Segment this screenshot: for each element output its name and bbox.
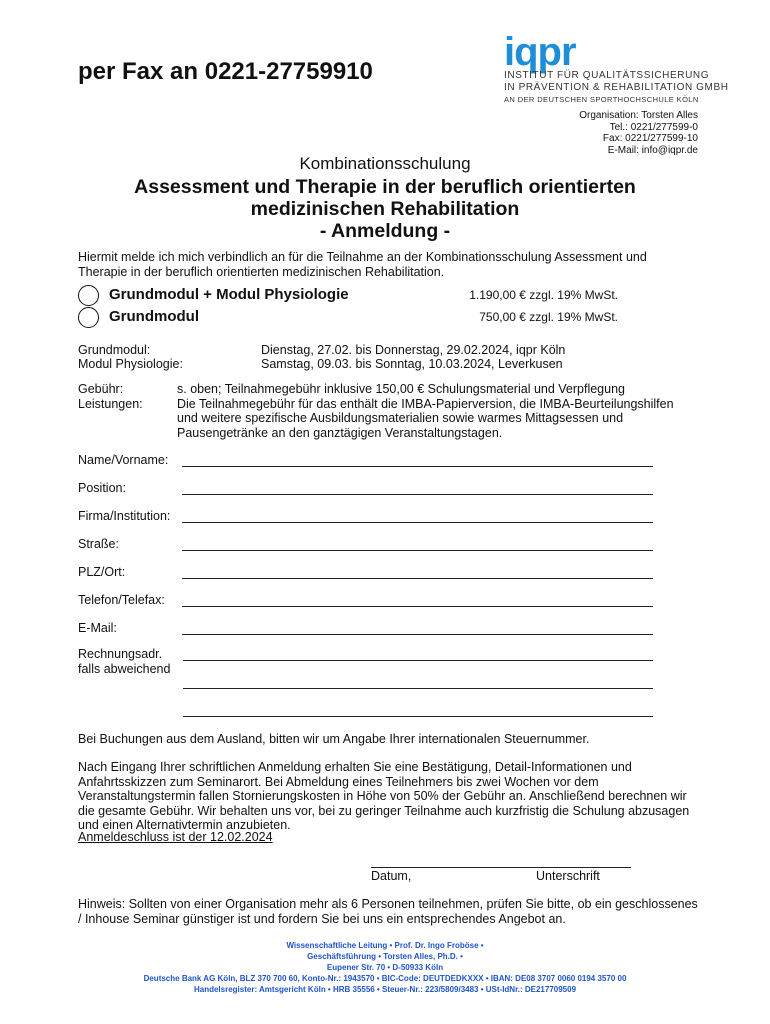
footer-line-2: Geschäftsführung • Torsten Alles, Ph.D. • <box>307 952 463 961</box>
footer-line-1: Wissenschaftliche Leitung • Prof. Dr. Ingo Froböse • <box>286 941 484 950</box>
field-position[interactable] <box>78 481 653 497</box>
course-type: Kombinationsschulung <box>299 154 471 173</box>
org-name: Organisation: Torsten Alles <box>579 110 698 121</box>
field-billing-address <box>78 647 698 677</box>
field-name[interactable] <box>78 453 653 469</box>
intro-text: Hiermit melde ich mich verbindlich an für die Teilnahme an der Kombinationsschulung Assessment und Therapie in der beruflich orientierten medizinischen Rehabilitation. <box>78 250 647 279</box>
fax-number-heading: per Fax an 0221-27759910 <box>78 58 373 85</box>
option-grundmodul[interactable] <box>78 307 618 329</box>
field-label: Firma/Institution: <box>78 509 171 523</box>
fee-text-3: und weitere spezifische Ausbildungsmaterialien sowie warmes Mittagsessen und <box>177 411 624 425</box>
billing-line-1[interactable] <box>183 659 653 661</box>
title-line-3: - Anmeldung - <box>319 220 451 242</box>
billing-label-2: falls abweichend <box>78 661 171 676</box>
option-grundmodul-physiologie[interactable] <box>78 285 618 307</box>
field-label: Straße: <box>78 537 119 551</box>
organisation-contact <box>579 110 698 156</box>
org-phone: Tel.: 0221/277599-0 <box>609 121 698 133</box>
option-label: Grundmodul <box>109 308 199 325</box>
field-label: PLZ/Ort: <box>78 565 126 579</box>
title-line-1: Assessment und Therapie in der beruflich orientierten <box>134 176 636 198</box>
billing-line-2[interactable] <box>183 687 653 689</box>
iqpr-logo <box>502 30 729 104</box>
signature-label: Unterschrift <box>536 869 600 883</box>
signature-line[interactable] <box>371 866 631 868</box>
hint-text: Hinweis: Sollten von einer Organisation mehr als 6 Personen teilnehmen, prüfen Sie bitte, ob ein geschlossenes / Inhouse Seminar günstiger ist und fordern Sie bei uns ein entsprechendes Angebot an. <box>78 897 698 926</box>
field-company[interactable] <box>78 509 653 525</box>
field-label: Position: <box>78 481 126 495</box>
logo-line-3: AN DER DEUTSCHEN SPORTHOCHSCHULE KÖLN <box>504 95 699 104</box>
footer-line-4: Deutsche Bank AG Köln, BLZ 370 700 60, Konto-Nr.: 1943570 • BIC-Code: DEUTDEDKXXX • IBAN: DE08 3707 0060 0194 3570 00 <box>143 974 627 983</box>
fees-section <box>78 382 698 442</box>
date-key: Modul Physiologie: <box>78 357 183 371</box>
field-email[interactable] <box>78 621 653 637</box>
logo-line-2: IN PRÄVENTION & REHABILITATION GMBH <box>504 82 729 93</box>
logo-wordmark: iqpr <box>504 30 576 74</box>
fee-text-2: Die Teilnahmegebühr für das enthält die IMBA-Papierversion, die IMBA-Beurteilungshilfen <box>177 396 674 411</box>
field-label: E-Mail: <box>78 621 117 635</box>
footer-line-3: Eupener Str. 70 • D-50933 Köln <box>326 963 444 972</box>
fee-key: Gebühr: <box>78 382 124 396</box>
billing-label-1: Rechnungsadr. <box>78 647 163 661</box>
date-value: Samstag, 09.03. bis Sonntag, 10.03.2024, Leverkusen <box>261 357 563 371</box>
title-line-2: medizinischen Rehabilitation <box>250 198 520 220</box>
date-row-physiologie <box>78 357 698 372</box>
confirmation-note: Nach Eingang Ihrer schriftlichen Anmeldung erhalten Sie eine Bestätigung, Detail-Informationen und Anfahrtsskizzen zum Seminarort. Bei Abmeldung eines Teilnehmers bis zwei Wochen vor dem Veranstaltungstermin fallen Stornierungskosten in Höhe von 50% der Gebühr an. Anschließend berechnen wir die gesamte Gebühr. Wir behalten uns vor, bei zu geringer Teilnahme auch kurzfristig die Schulung abzusagen und einen Alternativtermin anzubieten. <box>78 760 690 832</box>
org-fax: Fax: 0221/277599-10 <box>602 133 698 144</box>
date-key: Grundmodul: <box>78 343 151 357</box>
field-label: Name/Vorname: <box>78 453 169 467</box>
services-key: Leistungen: <box>78 396 143 411</box>
option-label: Grundmodul + Modul Physiologie <box>109 286 349 303</box>
option-price: 1.190,00 € zzgl. 19% MwSt. <box>469 288 618 302</box>
billing-line-3[interactable] <box>183 715 653 717</box>
radio-circle-icon[interactable] <box>78 307 99 328</box>
fee-text-1: s. oben; Teilnahmegebühr inklusive 150,00 € Schulungsmaterial und Verpflegung <box>177 382 625 396</box>
option-price: 750,00 € zzgl. 19% MwSt. <box>479 310 618 324</box>
field-label: Telefon/Telefax: <box>78 593 165 607</box>
page-title <box>60 176 710 242</box>
footer <box>0 940 770 995</box>
logo-line-1: INSTITUT FÜR QUALITÄTSSICHERUNG <box>504 70 710 81</box>
field-phone-fax[interactable] <box>78 593 653 609</box>
radio-circle-icon[interactable] <box>78 285 99 306</box>
org-email: E-Mail: info@iqpr.de <box>607 144 698 156</box>
date-row-grundmodul <box>78 343 698 358</box>
footer-line-5: Handelsregister: Amtsgericht Köln • HRB 35556 • Steuer-Nr.: 223/5809/3483 • USt-IdNr.: DE217709509 <box>193 985 577 994</box>
field-street[interactable] <box>78 537 653 553</box>
date-value: Dienstag, 27.02. bis Donnerstag, 29.02.2024, iqpr Köln <box>261 343 566 357</box>
foreign-booking-note: Bei Buchungen aus dem Ausland, bitten wir um Angabe Ihrer internationalen Steuernummer. <box>78 732 590 746</box>
registration-deadline: Anmeldeschluss ist der 12.02.2024 <box>78 830 273 844</box>
field-zip-city[interactable] <box>78 565 653 581</box>
date-label: Datum, <box>371 869 412 883</box>
fee-text-4: Pausengetränke an den ganztägigen Veranstaltungstagen. <box>177 425 503 440</box>
